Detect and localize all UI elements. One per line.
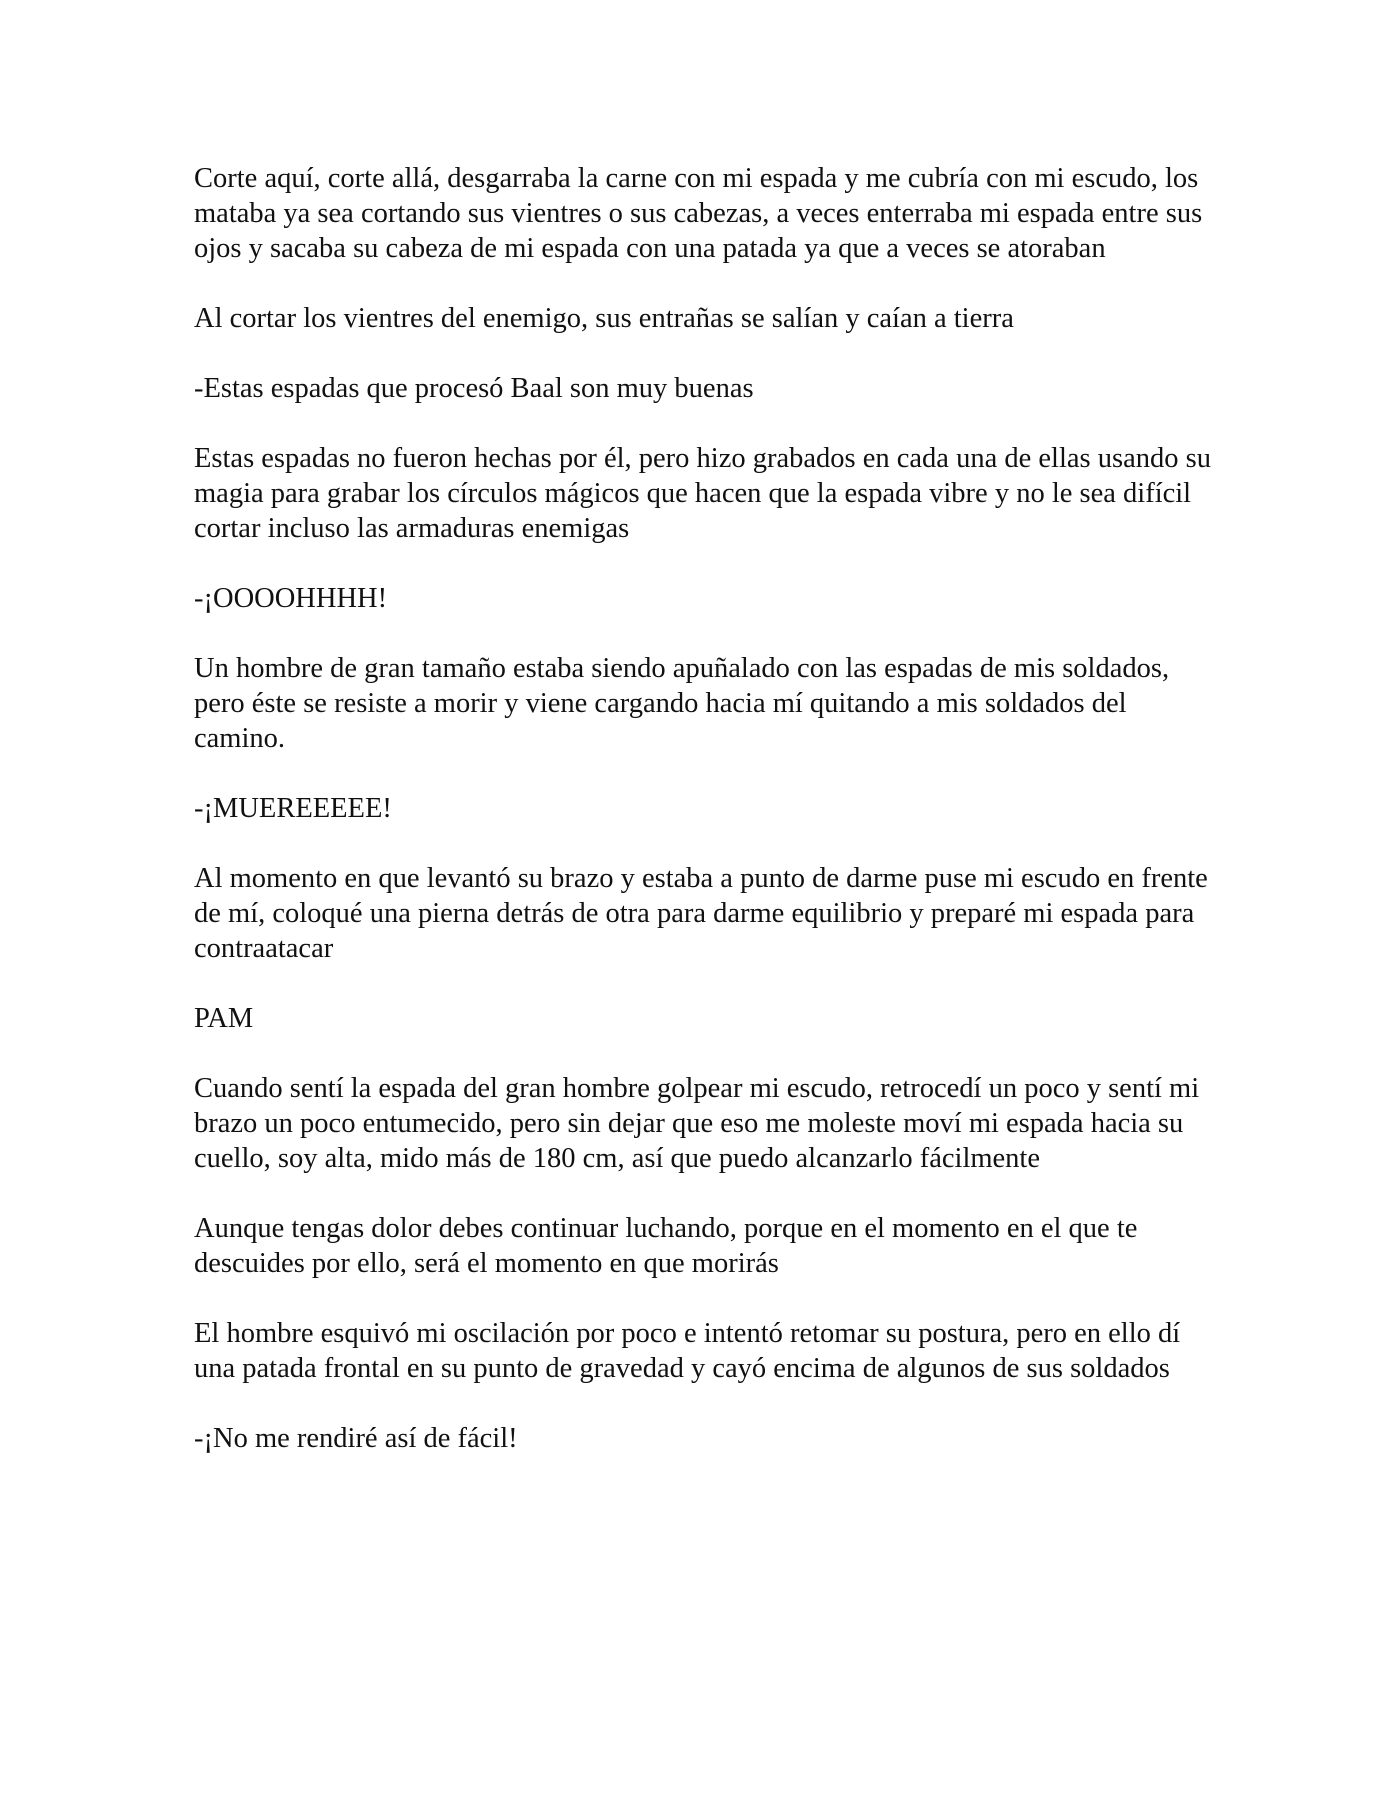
paragraph-12: El hombre esquivó mi oscilación por poco e intentó retomar su postura, pero en ello dí una patada frontal en su punto de gravedad y cayó encima de algunos de sus soldados <box>194 1318 1181 1384</box>
paragraph-5: -¡OOOOHHHH! <box>194 583 388 614</box>
paragraph-2: Al cortar los vientres del enemigo, sus entrañas se salían y caían a tierra <box>194 303 1014 334</box>
paragraph-6: Un hombre de gran tamaño estaba siendo apuñalado con las espadas de mis soldados, pero éste se resiste a morir y viene cargando hacia mí quitando a mis soldados del camino. <box>194 653 1170 754</box>
paragraph-7: -¡MUEREEEEE! <box>194 793 392 824</box>
paragraph-11: Aunque tengas dolor debes continuar luchando, porque en el momento en el que te descuides por ello, será el momento en que morirás <box>194 1213 1138 1279</box>
paragraph-1: Corte aquí, corte allá, desgarraba la carne con mi espada y me cubría con mi escudo, los mataba ya sea cortando sus vientres o sus cabezas, a veces enterraba mi espada entre sus ojos y sacaba su cabeza de mi espada con una patada ya que a veces se atoraban <box>194 163 1203 264</box>
paragraph-9: PAM <box>194 1003 254 1034</box>
paragraph-8: Al momento en que levantó su brazo y estaba a punto de darme puse mi escudo en frente de mí, coloqué una pierna detrás de otra para darme equilibrio y preparé mi espada para contraatacar <box>194 863 1208 964</box>
paragraph-10: Cuando sentí la espada del gran hombre golpear mi escudo, retrocedí un poco y sentí mi brazo un poco entumecido, pero sin dejar que eso me moleste moví mi espada hacia su cuello, soy alta, mido más de 180 cm, así que puedo alcanzarlo fácilmente <box>194 1073 1200 1174</box>
paragraph-4: Estas espadas no fueron hechas por él, pero hizo grabados en cada una de ellas usando su magia para grabar los círculos mágicos que hacen que la espada vibre y no le sea difícil cortar incluso las armaduras enemigas <box>194 443 1211 544</box>
paragraph-3: -Estas espadas que procesó Baal son muy buenas <box>194 373 754 404</box>
document-body <box>194 161 1214 1456</box>
paragraph-13: -¡No me rendiré así de fácil! <box>194 1423 518 1454</box>
